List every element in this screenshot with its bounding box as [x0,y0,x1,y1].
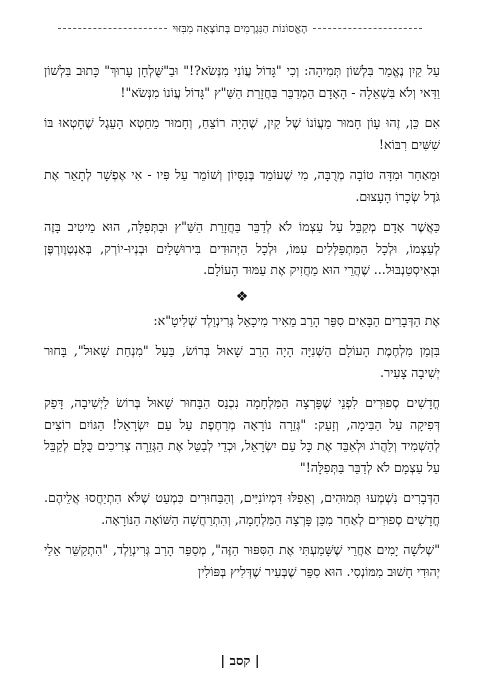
page-body [44,60,440,591]
paragraph-4: כַּאֲשֶׁר אָדָם מְקַבֵּל עַל עַצְמוֹ לֹא לְדַבֵּר בַּחֲזָרַת הַשַּׁ"ץ וּבַתְּפִלָּה, הוּא מֵיטִיב בָּזֶה לְעַצְמוֹ, וּלְכָל הַמִּתְפַּלְּלִים עִמּוֹ, וּלְכָל הַיְּהוּדִים בִּירוּשָׁלַיִם וּבְנְיוּ-יוֹרְק, בְּאַנְטְוֶורְפֶּן וּבְאִיסְטַנְבּוּל... שֶׁהֲרֵי הוּא מַחֲזִיק אֶת עַמּוּד הָעוֹלָם. [44,219,440,277]
paragraph-6: בִּזְמַן מִלְחֶמֶת הָעוֹלָם הַשְּׁנִיָּה הָיָה הָרַב שָׁאוּל בְּרוֹשׂ, בַּעַל "מִנְחַת שָׁאוּל", בָּחוּר יְשִׁיבָה צָעִיר. [44,343,440,380]
paragraph-5: אֶת הַדְּבָרִים הַבָּאִים סִפֵּר הָרַב מֵאִיר מִיכָאֵל גְּרִינְוַלְד שְׁלִיטָ"א: [153,312,440,328]
running-header [58,22,422,35]
page-number: | קסב | [220,654,260,669]
paragraph-9: "שְׁלֹשָׁה יָמִים אַחֲרֵי שֶׁשָּׁמַעְתִּי אֶת הַסִּפּוּר הַזֶּה", מְסַפֵּר הָרַב גְּרִינְוַלְד, "הִתְקַשֵּׁר אֵלַי יְהוּדִי חָשׁוּב מִמּוֹנְסִי. הוּא סִפֵּר שֶׁבְּעִיר שֶׁדְּלִיץ בְּפּוֹלִין [44,542,440,579]
header-rule-right [313,28,422,29]
paragraph-8: הַדְּבָרִים נִשְׁמְעוּ תְּמוּהִים, וְאֵפִלּוּ דִּמְיוֹנִיִּים, וְהַבַּחוּרִים כִּמְעַט שֶׁלֹּא הִתְיַחֲסוּ אֲלֵיהֶם. חֳדָשִׁים סְפוּרִים לְאַחַר מִכֵּן פָּרְצָה הַמִּלְחָמָה, וְהִתְרַחֲשָׁה הַשּׁוֹאָה הַנּוֹרָאָה. [44,490,440,527]
header-rule-left [58,28,167,29]
paragraph-3: וּמֵאַחַר וּמִדָּה טוֹבָה מְרֻבָּה, מִי שֶׁעוֹמֵד בְּנִסָּיוֹן וְשׁוֹמֵר עַל פִּיו - אִי אֶפְשָׁר לְתָאֵר אֶת גֹּדֶל שְׂכָרוֹ הָעָצוּם. [44,167,440,204]
paragraph-2: אִם כֵּן, זֶהוּ עָוֹן חָמוּר מֵעֲוֹנוֹ שֶׁל קַיִן, שֶׁהָיָה רוֹצֵחַ, וְחָמוּר מֵחֵטְא הָעֵגֶל שֶׁחָטְאוּ בּוֹ שִׁשִּׁים רִבּוֹא! [44,115,440,152]
header-title: הָאֱסוֹנוֹת הַנִּגְרָמִים בְּתוֹצָאָה מִבִּזּוּי [172,22,308,35]
paragraph-1: עַל קַיִן נֶאֱמַר בִּלְשׁוֹן תְּמִיהָה: וְכִי "גָּדוֹל עֲוֹנִי מִנְּשֹׂא?!" וּבַ"שֻּׁלְחָן עָרוּךְ" כָּתוּב בִּלְשׁוֹן וַדַּאי וְלֹא בִּשְׁאֵלָה - הָאָדָם הַמְדַבֵּר בַּחֲזָרַת הַשַּׁ"ץ "גָּדוֹל עֲוֹנוֹ מִנְּשֹׂא"! [44,63,440,100]
section-divider-ornament: ❖ [235,288,249,305]
paragraph-7: חֳדָשִׁים סְפוּרִים לִפְנֵי שֶׁפָּרְצָה הַמִּלְחָמָה נִכְנַס הַבָּחוּר שָׁאוּל בְּרוֹשׂ לַיְשִׁיבָה, דָּפַק דְּפִיקָה עַל הַבִּימָה, וְזָעַק: "גְּזֵרָה נוֹרָאָה מְרַחֶפֶת עַל עַם יִשְׂרָאֵל! הַגּוֹיִם רוֹצִים לְהַשְׁמִיד וְלַהֲרֹג וּלְאַבֵּד אֶת כָּל עַם יִשְׂרָאֵל, וּכְדֵי לְבַטֵּל אֶת הַגְּזֵרָה צְרִיכִים כֻּלָּם לְקַבֵּל עַל עַצְמָם לֹא לְדַבֵּר בַּתְּפִלָּה!" [44,395,440,475]
